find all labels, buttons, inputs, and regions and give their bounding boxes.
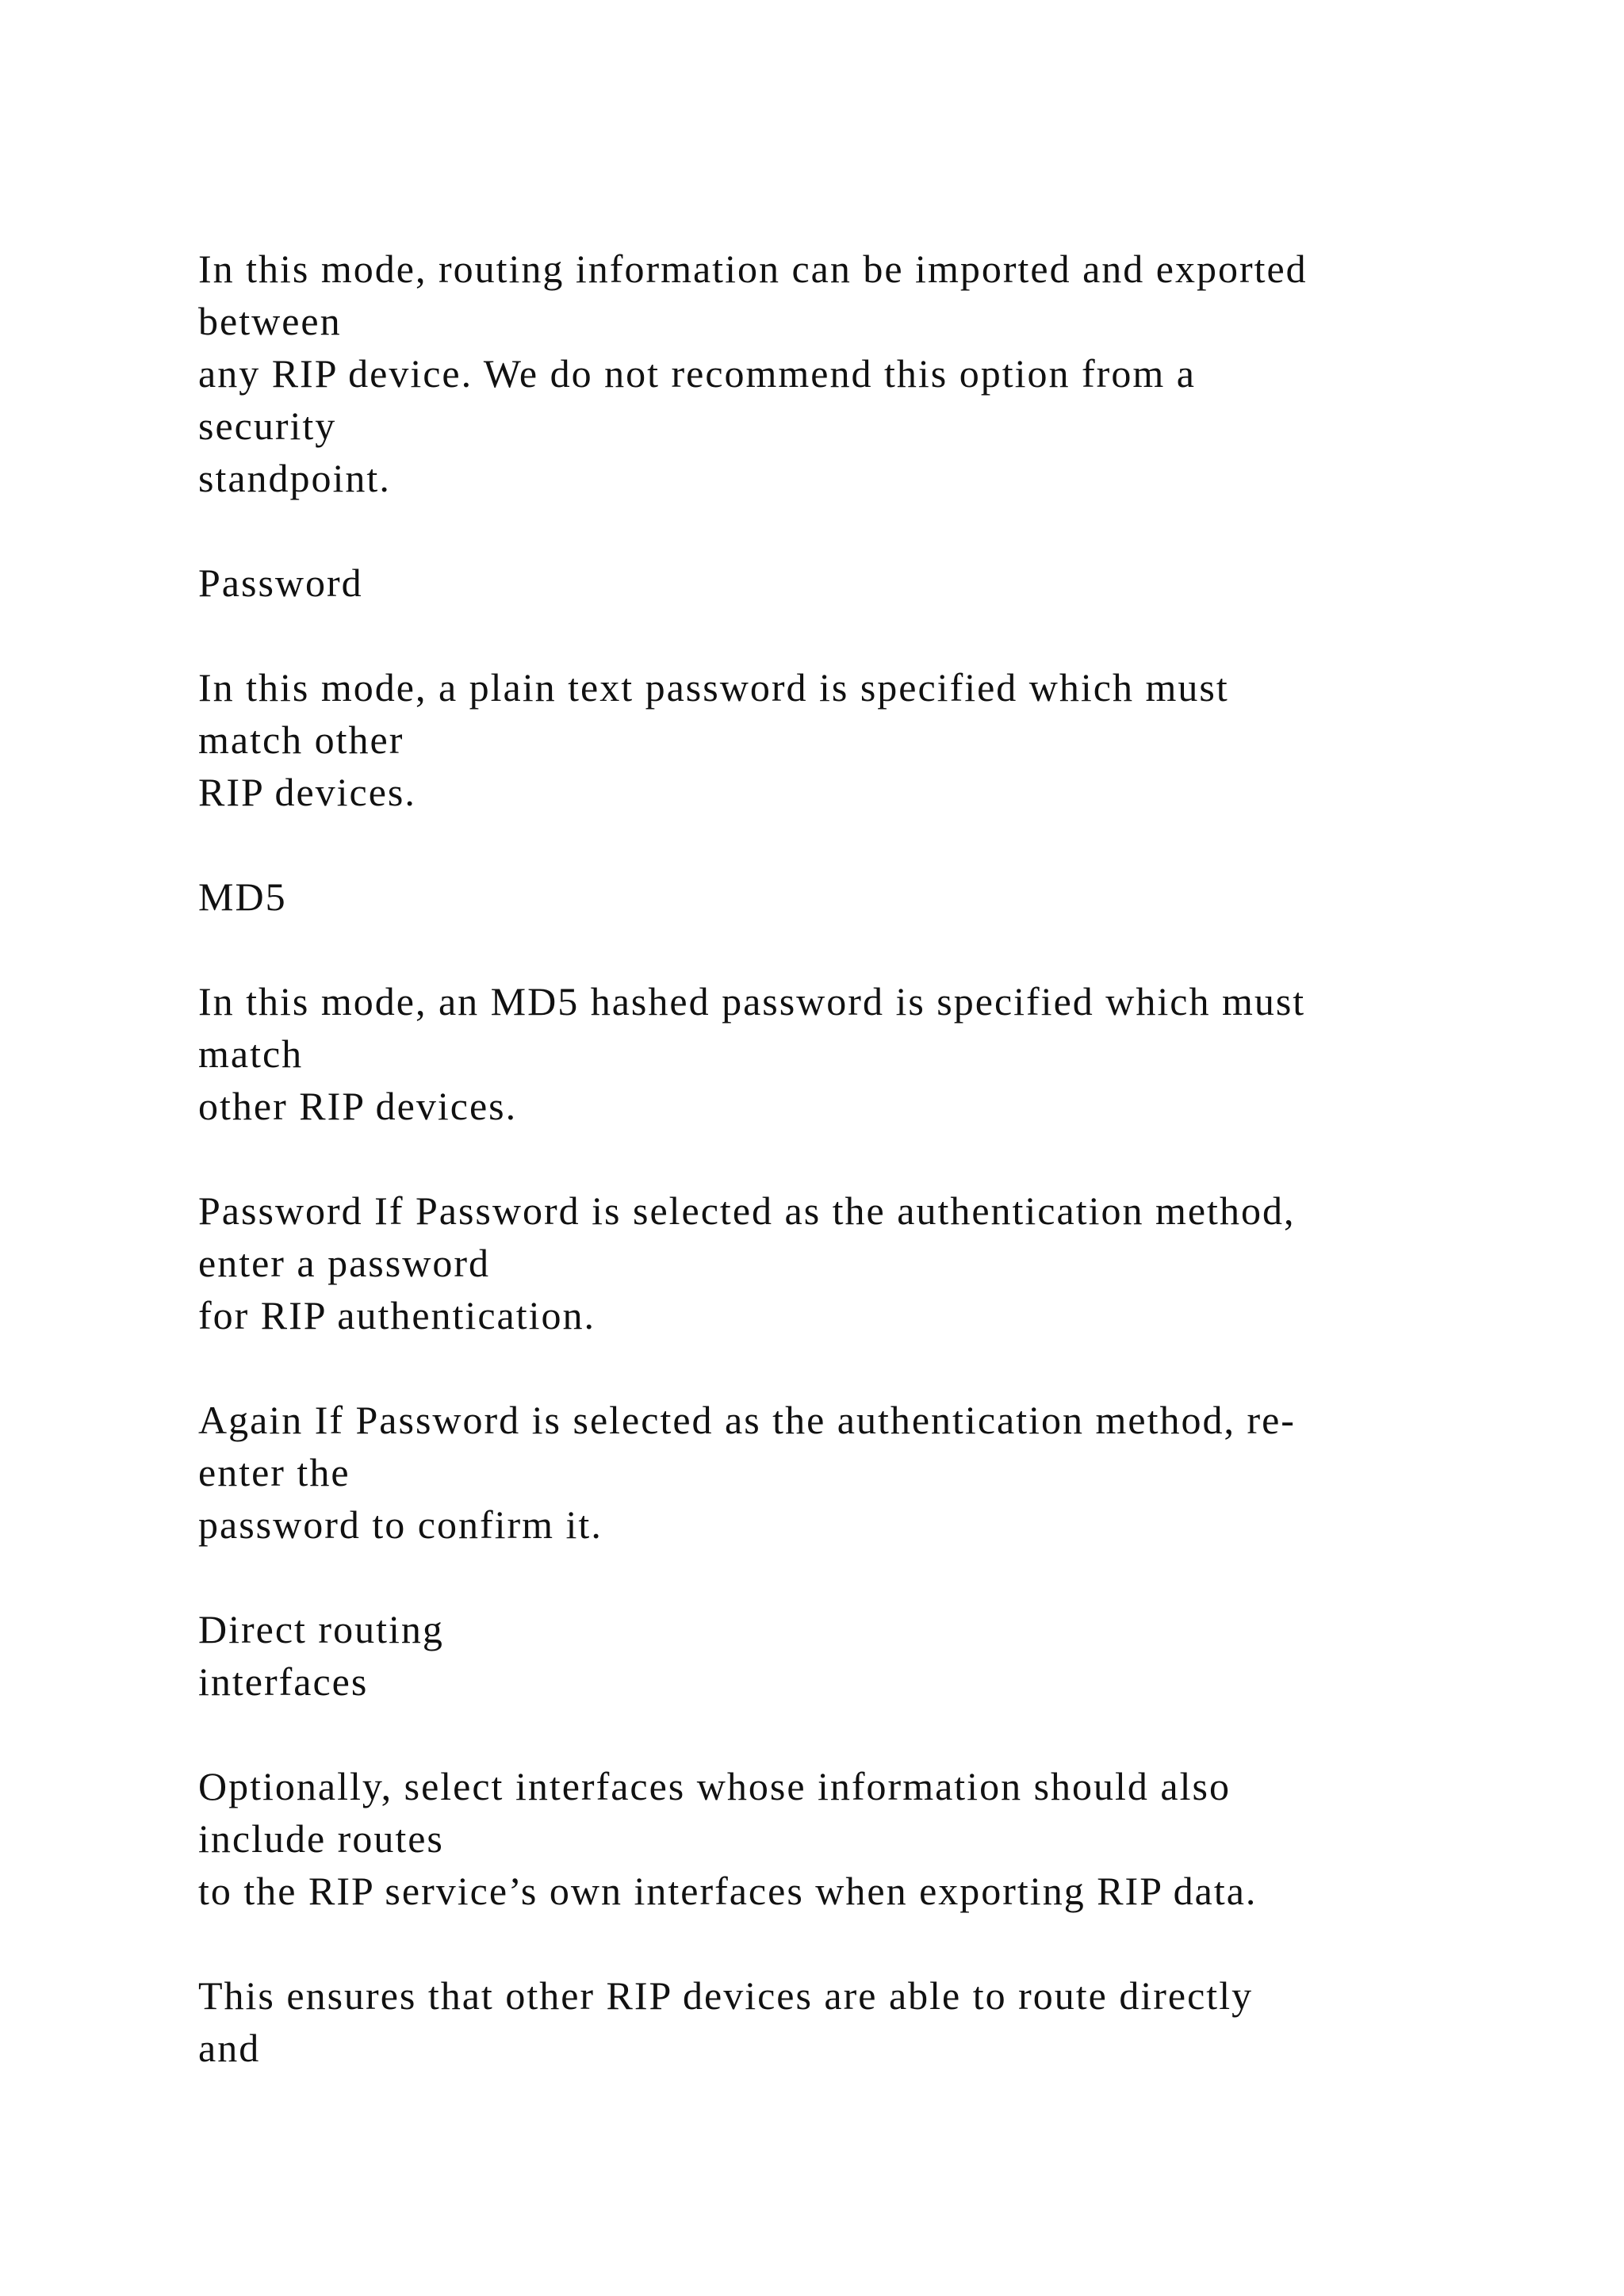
text-line: enter a password <box>198 1241 490 1285</box>
text-line: for RIP authentication. <box>198 1293 596 1337</box>
paragraph-gap <box>198 1132 1546 1184</box>
text-line: Password If Password is selected as the authentication method, <box>198 1188 1296 1233</box>
text-line: to the RIP service’s own interfaces when exporting RIP data. <box>198 1869 1258 1913</box>
text-line: include routes <box>198 1816 444 1861</box>
text-line: and <box>198 2026 261 2070</box>
paragraph-gap <box>198 504 1546 557</box>
text-line: In this mode, a plain text password is specified which must <box>198 665 1229 710</box>
text-line: security <box>198 404 337 448</box>
text-line: This ensures that other RIP devices are able to route directly <box>198 1973 1254 2018</box>
option-heading: MD5 <box>198 874 287 919</box>
text-line: match other <box>198 718 404 762</box>
text-line: between <box>198 299 342 343</box>
text-line: Again If Password is selected as the authentication method, re- <box>198 1398 1296 1442</box>
text-line: other RIP devices. <box>198 1084 518 1128</box>
paragraph-gap <box>198 1341 1546 1394</box>
text-line: In this mode, routing information can be imported and exported <box>198 247 1308 291</box>
paragraph-gap <box>198 1551 1546 1603</box>
text-line: In this mode, an MD5 hashed password is specified which must <box>198 979 1306 1024</box>
paragraph-gap <box>198 1708 1546 1760</box>
paragraph-gap <box>198 609 1546 661</box>
text-line: RIP devices. <box>198 770 416 814</box>
document-text <box>198 243 1546 2074</box>
text-line: Optionally, select interfaces whose information should also <box>198 1764 1231 1808</box>
text-line: any RIP device. We do not recommend this option from a <box>198 351 1196 396</box>
paragraph-gap <box>198 1917 1546 1969</box>
text-line: enter the <box>198 1450 350 1494</box>
text-line: match <box>198 1031 304 1076</box>
paragraph-gap <box>198 818 1546 871</box>
option-heading: Password <box>198 561 363 605</box>
text-line: password to confirm it. <box>198 1502 603 1547</box>
option-heading: interfaces <box>198 1659 369 1704</box>
text-line: standpoint. <box>198 456 391 500</box>
paragraph-gap <box>198 923 1546 975</box>
option-heading: Direct routing <box>198 1607 444 1651</box>
